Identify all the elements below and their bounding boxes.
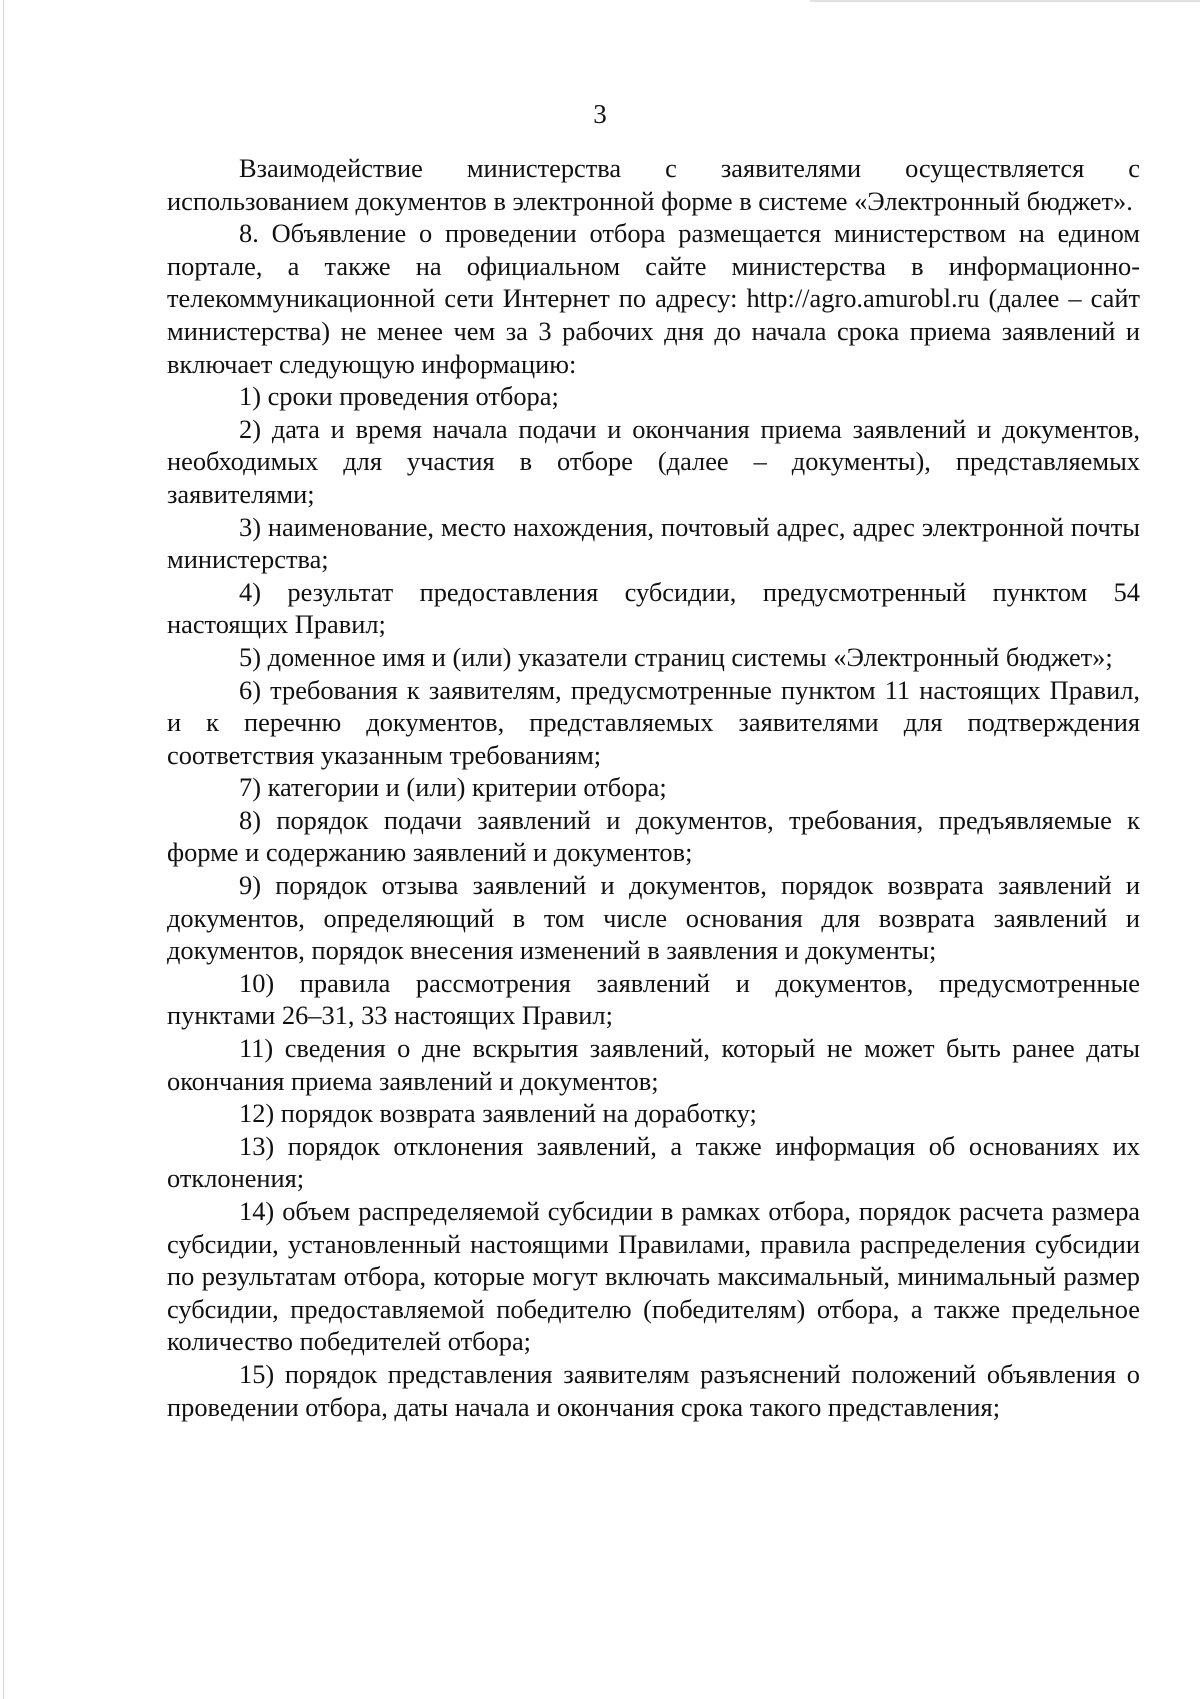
paragraph-interaction: Взаимодействие министерства с заявителями осуществляется с использованием документов в электронной форме в системе «Электронный бюджет». [167, 153, 1140, 216]
list-item-5: 5) доменное имя и (или) указатели страниц системы «Электронный бюджет»; [239, 641, 1113, 672]
paragraph-announcement: 8. Объявление о проведении отбора размещается министерством на едином портале, а также на официальном сайте министерства в информационно-телекоммуникационной сети Интернет по адресу: http://agro.amurobl.ru (далее – сайт министерства) не менее чем за 3 рабочих дня до начала срока приема заявлений и включает следующую информацию: [167, 218, 1140, 379]
list-item-6: 6) требования к заявителям, предусмотренные пунктом 11 настоящих Правил, и к перечню документов, представляемых заявителями для подтверждения соответствия указанным требованиям; [167, 674, 1140, 770]
scan-edge-left [3, 0, 4, 1699]
list-item-10: 10) правила рассмотрения заявлений и документов, предусмотренные пунктами 26–31, 33 настоящих Правил; [167, 967, 1140, 1031]
list-item-15: 15) порядок представления заявителям разъяснений положений объявления о проведении отбора, даты начала и окончания срока такого представления; [167, 1358, 1140, 1422]
list-item-14: 14) объем распределяемой субсидии в рамках отбора, порядок расчета размера субсидии, установленный настоящими Правилами, правила распределения субсидии по результатам отбора, которые могут включать максимальный, минимальный размер субсидии, предоставляемой победителю (победителям) отбора, а также предельное количество победителей отбора; [167, 1196, 1140, 1357]
list-item-1: 1) сроки проведения отбора; [239, 381, 559, 412]
list-item-9: 9) порядок отзыва заявлений и документов, порядок возврата заявлений и документов, определяющий в том числе основания для возврата заявлений и документов, порядок внесения изменений в заявления и документы; [167, 870, 1140, 966]
list-item-8: 8) порядок подачи заявлений и документов, требования, предъявляемые к форме и содержанию заявлений и документов; [167, 804, 1140, 868]
list-item-7: 7) категории и (или) критерии отбора; [239, 772, 667, 803]
scan-edge-top [810, 0, 1200, 2]
list-item-12: 12) порядок возврата заявлений на доработку; [239, 1098, 757, 1129]
list-item-3: 3) наименование, место нахождения, почтовый адрес, адрес электронной почты министерства; [167, 511, 1140, 575]
list-item-13: 13) порядок отклонения заявлений, а также информация об основаниях их отклонения; [167, 1130, 1140, 1194]
list-item-4: 4) результат предоставления субсидии, предусмотренный пунктом 54 настоящих Правил; [167, 576, 1140, 640]
list-item-11: 11) сведения о дне вскрытия заявлений, который не может быть ранее даты окончания приема заявлений и документов; [167, 1033, 1140, 1096]
page-number: 3 [593, 99, 607, 129]
document-body [167, 152, 1140, 1423]
list-item-2: 2) дата и время начала подачи и окончания приема заявлений и документов, необходимых для участия в отборе (далее – документы), представляемых заявителями; [167, 413, 1140, 509]
